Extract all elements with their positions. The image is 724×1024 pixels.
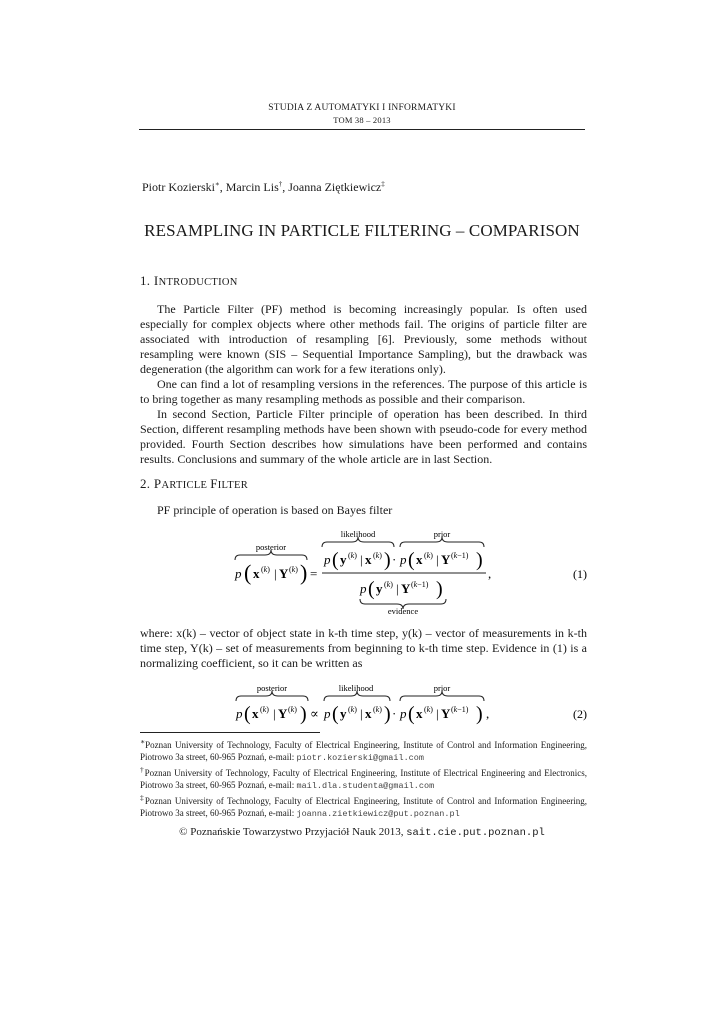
copyright-url: sait.cie.put.poznan.pl (406, 827, 545, 839)
section-title-rest: ARTICLE (161, 480, 211, 491)
svg-text:(: ( (408, 703, 415, 725)
svg-text:(: ( (332, 703, 339, 725)
svg-text:): ) (300, 703, 307, 725)
svg-text:p: p (324, 706, 331, 721)
equation-number: (1) (573, 567, 587, 581)
svg-text:|: | (360, 552, 363, 567)
section-title-initial: P (153, 476, 162, 491)
section-number: 1. (140, 273, 151, 288)
section-title-initial: I (153, 273, 159, 288)
pf-intro (140, 503, 587, 518)
svg-text:(k−1): (k−1) (451, 705, 469, 714)
copyright-symbol: © (179, 826, 188, 838)
posterior-label: posterior (256, 683, 288, 693)
svg-text:Y: Y (278, 706, 288, 721)
paper-title: RESAMPLING IN PARTICLE FILTERING – COMPARISON (144, 221, 580, 240)
footnote-text: Poznan University of Technology, Faculty of Electrical Engineering, Institute of Electrical Engineering and Electronics, Piotrowo 3a street, 60-965 Poznań, e-mail: (140, 768, 588, 790)
svg-text:): ) (384, 703, 391, 725)
equation-number: (2) (573, 707, 587, 721)
posterior-expr: p (235, 566, 242, 581)
footnote-rule (140, 732, 320, 733)
section-number: 2. (140, 476, 151, 491)
svg-text:|: | (436, 552, 439, 567)
footnote-mark: † (140, 765, 145, 774)
svg-text:x: x (253, 566, 260, 581)
svg-text:|: | (360, 706, 363, 721)
footnote (140, 764, 587, 792)
svg-text:p: p (324, 552, 331, 567)
journal-header (0, 102, 724, 126)
svg-text:p: p (236, 706, 243, 721)
footnote-email: mail.dla.studenta@gmail.com (296, 781, 435, 791)
svg-text:|: | (273, 706, 276, 721)
author-name: Marcin Lis (225, 180, 279, 194)
svg-text:x: x (252, 706, 259, 721)
prior-label: prior (433, 529, 451, 539)
header-rule (139, 129, 585, 130)
footnote-email: piotr.kozierski@gmail.com (296, 753, 424, 763)
svg-text:(: ( (408, 549, 415, 571)
svg-text:|: | (436, 706, 439, 721)
journal-name: STUDIA Z AUTOMATYKI I INFORMATYKI (268, 103, 456, 113)
equation-2 (140, 680, 587, 726)
prior-brace (400, 537, 484, 547)
paragraph: where: x(k) – vector of object state in k-th time step, y(k) – vector of measurements in k-th time step, Y(k) – set of measurements from beginning to k-th time step. Evidence in (1) is a normalizing coefficient, so it can be written as (140, 626, 587, 670)
svg-text:(: ( (244, 560, 252, 585)
copyright-text: Poznańskie Towarzystwo Przyjaciół Nauk 2013, (187, 826, 407, 838)
footnote (140, 736, 587, 764)
footnote-text: Poznan University of Technology, Faculty of Electrical Engineering, Institute of Control and Information Engineering, Piotrowo 3a street, 60-965 Poznań, e-mail: (140, 740, 587, 762)
author-mark: ∗ (215, 180, 220, 188)
equation-1 (140, 526, 587, 618)
evidence-label: evidence (387, 606, 419, 616)
section-heading-particle-filter (140, 476, 248, 492)
journal-volume: TOM 38 – 2013 (333, 115, 391, 125)
svg-text:Y: Y (401, 581, 411, 596)
svg-text:): ) (300, 560, 308, 585)
footnote-text: Poznan University of Technology, Faculty of Electrical Engineering, Institute of Control and Information Engineering, Piotrowo 3a street, 60-965 Poznań, e-mail: (140, 796, 588, 818)
section-title-initial: F (210, 476, 218, 491)
svg-text:y: y (340, 706, 347, 721)
svg-text:·: · (392, 552, 397, 567)
svg-text:·: · (392, 706, 397, 721)
svg-text:(k−1): (k−1) (411, 580, 429, 589)
svg-text:,: , (488, 566, 492, 581)
svg-text:(k): (k) (288, 705, 297, 714)
svg-text:): ) (384, 549, 391, 571)
svg-text:|: | (274, 566, 277, 581)
paragraph: In second Section, Particle Filter principle of operation has been described. In third Section, different resampling methods have been shown with pseudo-code for every method provided. Fourth Section describes how simulations have been performed and contains results. Conclusions and summary of the whole article are in last Section. (140, 407, 587, 466)
author-mark: ‡ (381, 180, 385, 188)
footnotes (140, 736, 587, 820)
author-name: Piotr Kozierski (142, 180, 215, 194)
svg-text:(k): (k) (261, 565, 270, 574)
svg-text:(k): (k) (424, 551, 433, 560)
footnote (140, 792, 587, 820)
svg-text:p: p (400, 706, 407, 721)
svg-text:): ) (476, 703, 483, 725)
posterior-brace (235, 550, 307, 560)
svg-text:y: y (376, 581, 383, 596)
svg-text:(k): (k) (384, 580, 393, 589)
section-heading-introduction (140, 273, 238, 289)
svg-text:(k): (k) (289, 565, 298, 574)
svg-text:x: x (416, 706, 423, 721)
svg-text:Y: Y (279, 566, 289, 581)
svg-text:Y: Y (441, 706, 451, 721)
section-title-rest: NTRODUCTION (158, 277, 238, 288)
svg-text:x: x (416, 552, 423, 567)
svg-text:∝: ∝ (310, 706, 319, 721)
svg-text:(: ( (244, 703, 251, 725)
svg-text:(k): (k) (348, 551, 357, 560)
author-mark: † (278, 180, 283, 188)
svg-text:(k): (k) (348, 705, 357, 714)
section-title-rest: ILTER (217, 480, 248, 491)
svg-text:(: ( (332, 549, 339, 571)
prior-label: prior (433, 683, 451, 693)
svg-text:): ) (476, 549, 483, 571)
svg-text:(k−1): (k−1) (451, 551, 469, 560)
svg-text:y: y (340, 552, 347, 567)
svg-text:(: ( (368, 578, 375, 600)
author-name: Joanna Ziętkiewicz (288, 180, 382, 194)
author-list: Piotr Kozierski∗, Marcin Lis†, Joanna Ziętkiewicz‡ (142, 180, 385, 194)
svg-text:p: p (400, 552, 407, 567)
likelihood-brace (322, 537, 394, 547)
svg-text:x: x (365, 552, 372, 567)
svg-text:x: x (365, 706, 372, 721)
paragraph: One can find a lot of resampling versions in the references. The purpose of this article is to bring together as many resampling methods as possible and their comparison. (140, 377, 587, 406)
copyright-line (0, 826, 724, 839)
svg-text:|: | (396, 581, 399, 596)
footnote-mark: ∗ (140, 737, 146, 746)
paragraph: The Particle Filter (PF) method is becoming increasingly popular. Is often used especially for complex objects where other methods fail. The origins of particle filter are associated with introduction of resampling [6]. Previously, some methods without resampling were known (SIS – Sequential Importance Sampling), but the drawback was degeneration (the algorithm can work for a few iterations only). (140, 302, 587, 376)
likelihood-label: likelihood (338, 683, 374, 693)
svg-text:(k): (k) (260, 705, 269, 714)
svg-text:p: p (360, 581, 367, 596)
svg-text:(k): (k) (373, 551, 382, 560)
introduction-body (140, 302, 587, 467)
likelihood-label: likelihood (340, 529, 376, 539)
footnote-email: joanna.zietkiewicz@put.poznan.pl (296, 809, 460, 819)
svg-text:=: = (310, 566, 318, 581)
svg-text:(k): (k) (373, 705, 382, 714)
svg-text:,: , (486, 706, 490, 721)
where-paragraph (140, 626, 587, 671)
svg-text:): ) (436, 578, 443, 600)
footnote-mark: ‡ (140, 793, 145, 802)
svg-text:Y: Y (441, 552, 451, 567)
paragraph: PF principle of operation is based on Bayes filter (157, 503, 393, 517)
svg-text:(k): (k) (424, 705, 433, 714)
posterior-label: posterior (255, 542, 287, 552)
